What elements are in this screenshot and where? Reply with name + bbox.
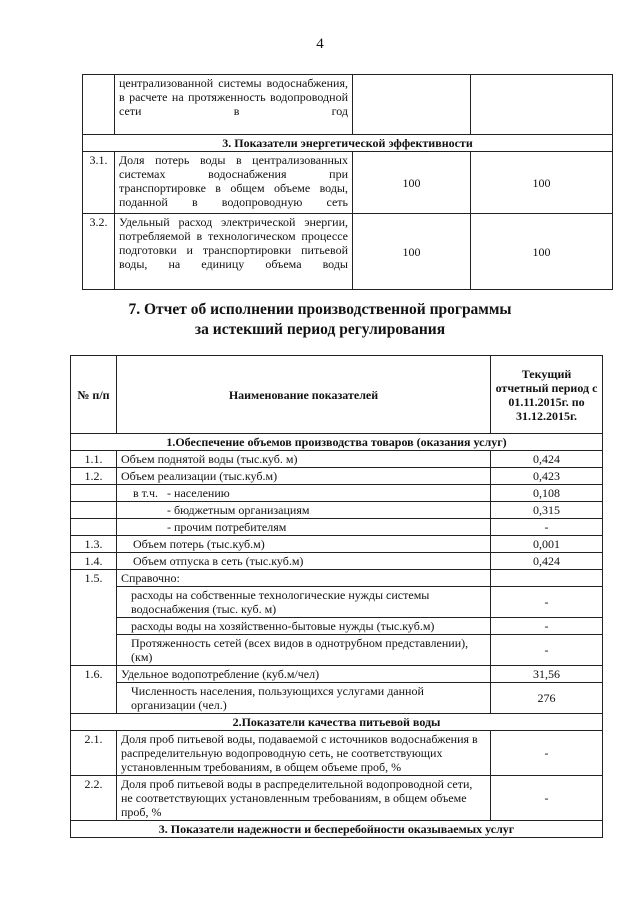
section3-title: 3. Показатели надежности и бесперебойности оказываемых услуг <box>71 821 603 838</box>
cont-val1 <box>353 75 471 135</box>
row-text: Доля потерь воды в централизованных системах водоснабжения при транспортировке в общем объеме воды, поданной в водопроводную сеть <box>115 152 353 214</box>
section2-title: 2.Показатели качества питьевой воды <box>71 714 603 731</box>
energy-efficiency-table <box>82 74 613 290</box>
table-row <box>83 152 613 214</box>
row-val2: 100 <box>471 152 613 214</box>
section-row <box>71 714 603 731</box>
table-row: 1.2. Объем реализации (тыс.куб.м) 0,423 <box>71 468 603 485</box>
section-row <box>71 821 603 838</box>
table-row: 1.3. Объем потерь (тыс.куб.м) 0,001 <box>71 536 603 553</box>
table-row: - прочим потребителям - <box>71 519 603 536</box>
table-row: расходы воды на хозяйственно-бытовые нужды (тыс.куб.м) - <box>71 618 603 635</box>
header-row <box>71 356 603 434</box>
section3-title: 3. Показатели энергетической эффективности <box>83 135 613 152</box>
cont-val2 <box>471 75 613 135</box>
row-text: Удельный расход электрической энергии, потребляемой в технологическом процессе подготовки и транспортировки питьевой воды, на единицу объема воды <box>115 214 353 290</box>
table-row: 1.1. Объем поднятой воды (тыс.куб. м) 0,424 <box>71 451 603 468</box>
section-row <box>71 434 603 451</box>
table-row <box>83 75 613 135</box>
row-num: 3.2. <box>83 214 115 290</box>
table-row: 1.6. Удельное водопотребление (куб.м/чел) 31,56 <box>71 666 603 683</box>
section1-title: 1.Обеспечение объемов производства товаров (оказания услуг) <box>71 434 603 451</box>
production-program-table <box>70 355 603 838</box>
cont-text: централизованной системы водоснабжения, в расчете на протяженность водопроводной сети в год <box>115 75 353 135</box>
table-row: 1.4. Объем отпуска в сеть (тыс.куб.м) 0,424 <box>71 553 603 570</box>
table-row: - бюджетным организациям 0,315 <box>71 502 603 519</box>
table-row: Протяженность сетей (всех видов в однотрубном представлении), (км) - <box>71 635 603 666</box>
col-period-header: Текущий отчетный период с 01.11.2015г. по 31.12.2015г. <box>491 356 603 434</box>
table-row: 1.5. Справочно: <box>71 570 603 587</box>
table-row: 2.2. Доля проб питьевой воды в распределительной водопроводной сети, не соответствующих установленным требованиям, в общем объеме проб, % - <box>71 776 603 821</box>
page-number: 4 <box>316 36 324 52</box>
section-row <box>83 135 613 152</box>
row-val1: 100 <box>353 214 471 290</box>
table-row: Численность населения, пользующихся услугами данной организации (чел.) 276 <box>71 683 603 714</box>
table-row: 2.1. Доля проб питьевой воды, подаваемой с источников водоснабжения в распределительную водопроводную сеть, не соответствующих установленным требованиям, в общем объеме проб, % - <box>71 731 603 776</box>
row-val1: 100 <box>353 152 471 214</box>
table-row: расходы на собственные технологические нужды системы водоснабжения (тыс. куб. м) - <box>71 587 603 618</box>
col-name-header: Наименование показателей <box>117 356 491 434</box>
col-num-header: № п/п <box>71 356 117 434</box>
row-val2: 100 <box>471 214 613 290</box>
table-row <box>83 214 613 290</box>
table-row: в т.ч. - населению 0,108 <box>71 485 603 502</box>
row-num: 3.1. <box>83 152 115 214</box>
report-heading: 7. Отчет об исполнении производственной программы за истекший период регулирования <box>128 301 512 338</box>
